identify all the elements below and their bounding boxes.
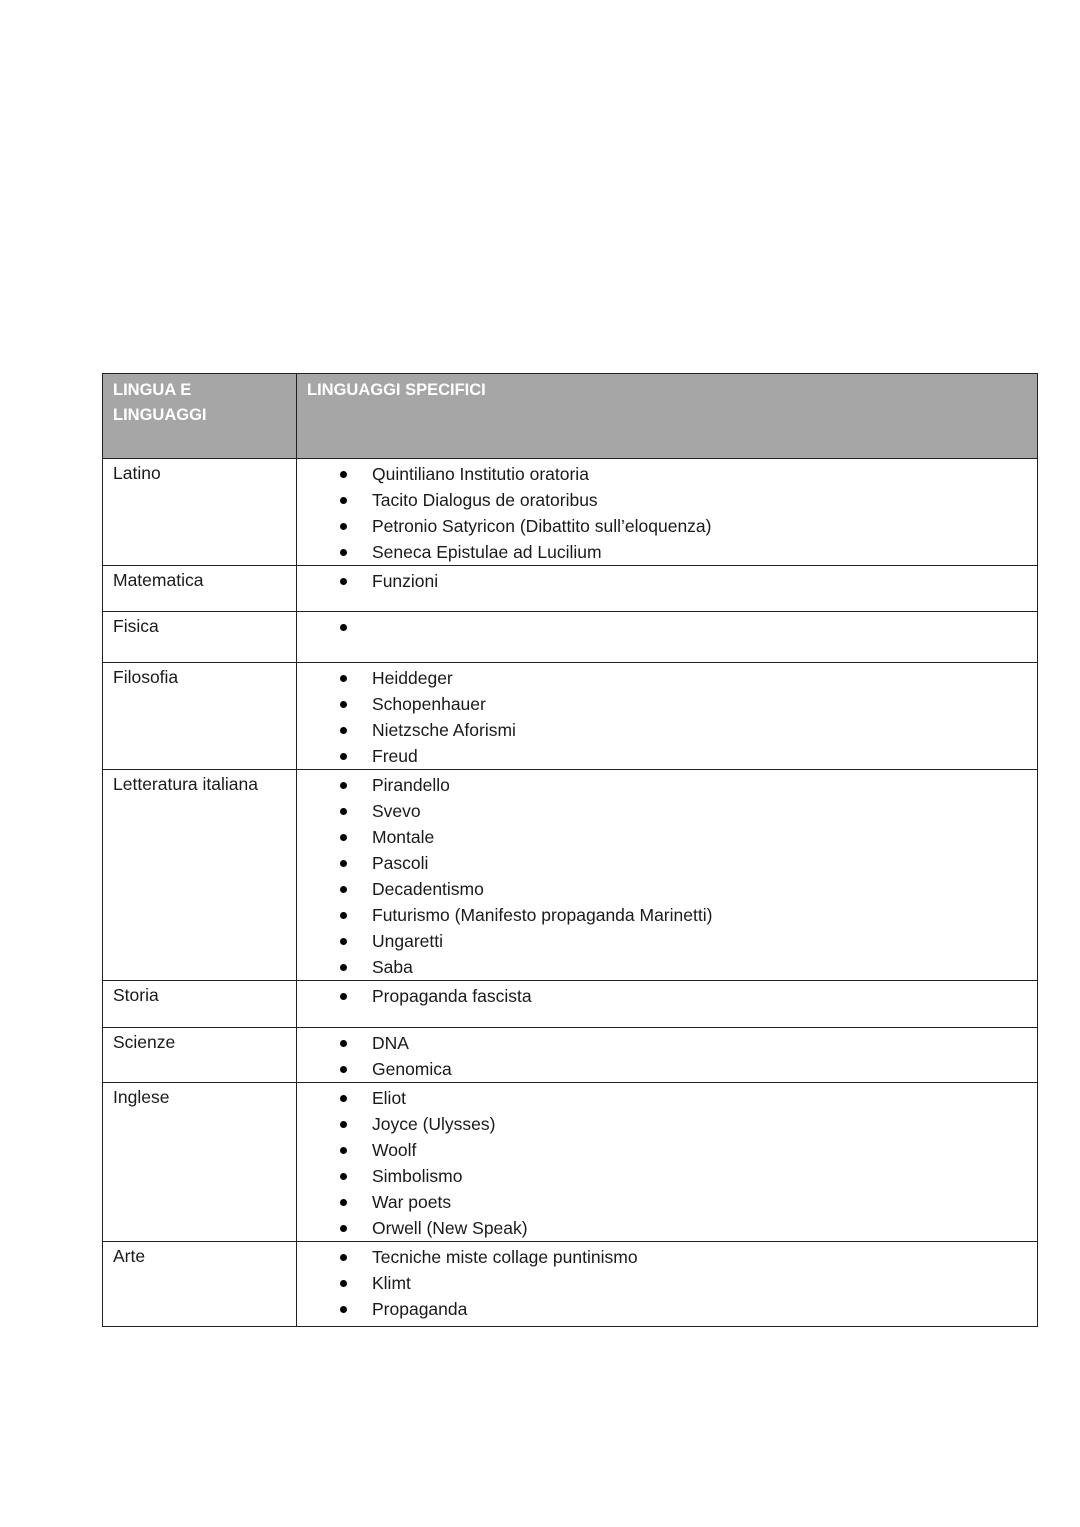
bullet-icon [340, 1147, 347, 1154]
list-item [297, 487, 1037, 513]
bullet-icon [340, 1225, 347, 1232]
table-row [103, 612, 1038, 663]
list-item [297, 1244, 1037, 1270]
subject-label: Filosofia [113, 667, 179, 687]
topic-label: Heiddeger [372, 668, 453, 688]
list-item [297, 461, 1037, 487]
topic-label: Petronio Satyricon (Dibattito sull’eloquenza) [372, 516, 712, 536]
topics-cell [297, 1028, 1038, 1083]
header-topics-label: LINGUAGGI SPECIFICI [307, 381, 486, 399]
list-item [297, 539, 1037, 565]
bullet-icon [340, 727, 347, 734]
list-item [297, 902, 1037, 928]
list-item [297, 1085, 1037, 1111]
list-item [297, 665, 1037, 691]
topic-label: Pirandello [372, 775, 450, 795]
subjects-table [102, 373, 1038, 1327]
topic-label: Genomica [372, 1059, 452, 1079]
topics-cell [297, 1083, 1038, 1242]
topics-cell [297, 612, 1038, 663]
topics-list [297, 612, 1037, 640]
bullet-icon [340, 471, 347, 478]
subject-label: Letteratura italiana [113, 774, 258, 794]
list-item [297, 1296, 1037, 1322]
subject-cell [103, 566, 297, 612]
bullet-icon [340, 1095, 347, 1102]
bullet-icon [340, 1306, 347, 1313]
subject-label: Fisica [113, 616, 159, 636]
list-item [297, 614, 1037, 640]
subject-cell [103, 459, 297, 566]
topic-label: Montale [372, 827, 435, 847]
subject-cell [103, 1028, 297, 1083]
list-item [297, 1111, 1037, 1137]
table-row [103, 459, 1038, 566]
bullet-icon [340, 497, 347, 504]
list-item [297, 1215, 1037, 1241]
topic-label: War poets [372, 1192, 452, 1212]
bullet-icon [340, 1280, 347, 1287]
bullet-icon [340, 912, 347, 919]
topic-label: Funzioni [372, 571, 439, 591]
bullet-icon [340, 964, 347, 971]
subject-cell [103, 612, 297, 663]
topics-list [297, 1083, 1037, 1241]
table-row [103, 1083, 1038, 1242]
subject-cell [103, 663, 297, 770]
subject-cell [103, 1083, 297, 1242]
topic-label: Woolf [372, 1140, 417, 1160]
list-item [297, 1189, 1037, 1215]
list-item [297, 1056, 1037, 1082]
table-row [103, 566, 1038, 612]
bullet-icon [340, 1121, 347, 1128]
topic-label: Eliot [372, 1088, 407, 1108]
topic-label: Propaganda fascista [372, 986, 532, 1006]
topic-label: Quintiliano Institutio oratoria [372, 464, 589, 484]
subject-cell [103, 1242, 297, 1327]
topic-label: Pascoli [372, 853, 429, 873]
topic-label: Joyce (Ulysses) [372, 1114, 496, 1134]
topic-label: Seneca Epistulae ad Lucilium [372, 542, 602, 562]
bullet-icon [340, 1040, 347, 1047]
bullet-icon [340, 938, 347, 945]
topic-label: Ungaretti [372, 931, 444, 951]
table-row [103, 1028, 1038, 1083]
table-row [103, 1242, 1038, 1327]
topics-cell [297, 770, 1038, 981]
bullet-icon [340, 701, 347, 708]
bullet-icon [340, 993, 347, 1000]
topic-label: Orwell (New Speak) [372, 1218, 528, 1238]
list-item [297, 983, 1037, 1009]
topic-label: Futurismo (Manifesto propaganda Marinetti) [372, 905, 713, 925]
topics-cell [297, 663, 1038, 770]
bullet-icon [340, 1199, 347, 1206]
bullet-icon [340, 808, 347, 815]
bullet-icon [340, 886, 347, 893]
list-item [297, 850, 1037, 876]
header-subject [103, 374, 297, 459]
subject-label: Latino [113, 463, 161, 483]
list-item [297, 743, 1037, 769]
subject-label: Storia [113, 985, 159, 1005]
bullet-icon [340, 523, 347, 530]
topic-label: Schopenhauer [372, 694, 486, 714]
topics-cell [297, 981, 1038, 1028]
list-item [297, 772, 1037, 798]
table-row [103, 663, 1038, 770]
topics-list [297, 566, 1037, 594]
topics-cell [297, 1242, 1038, 1327]
table-row [103, 770, 1038, 981]
subject-label: Inglese [113, 1087, 170, 1107]
subject-cell [103, 770, 297, 981]
header-subject-label: LINGUA E LINGUAGGI [113, 381, 207, 424]
list-item [297, 1137, 1037, 1163]
bullet-icon [340, 1066, 347, 1073]
list-item [297, 1163, 1037, 1189]
topics-cell [297, 566, 1038, 612]
table-body [103, 459, 1038, 1327]
topic-label: DNA [372, 1033, 409, 1053]
list-item [297, 717, 1037, 743]
topics-list [297, 1242, 1037, 1322]
bullet-icon [340, 782, 347, 789]
topic-label: Propaganda [372, 1299, 468, 1319]
bullet-icon [340, 578, 347, 585]
topic-label: Tacito Dialogus de oratoribus [372, 490, 598, 510]
list-item [297, 798, 1037, 824]
bullet-icon [340, 1254, 347, 1261]
bullet-icon [340, 1173, 347, 1180]
list-item [297, 954, 1037, 980]
table-header-row [103, 374, 1038, 459]
table-row [103, 981, 1038, 1028]
subject-label: Arte [113, 1246, 146, 1266]
bullet-icon [340, 675, 347, 682]
bullet-icon [340, 860, 347, 867]
list-item [297, 1270, 1037, 1296]
topic-label: Decadentismo [372, 879, 484, 899]
bullet-icon [340, 834, 347, 841]
bullet-icon [340, 549, 347, 556]
list-item [297, 1030, 1037, 1056]
list-item [297, 691, 1037, 717]
topic-label: Freud [372, 746, 418, 766]
bullet-icon [340, 753, 347, 760]
topic-label: Simbolismo [372, 1166, 463, 1186]
bullet-icon [340, 624, 347, 631]
topics-list [297, 981, 1037, 1009]
list-item [297, 824, 1037, 850]
list-item [297, 876, 1037, 902]
topics-list [297, 770, 1037, 980]
subject-cell [103, 981, 297, 1028]
list-item [297, 928, 1037, 954]
subject-label: Matematica [113, 570, 204, 590]
topics-cell [297, 459, 1038, 566]
topics-list [297, 1028, 1037, 1082]
subject-label: Scienze [113, 1032, 176, 1052]
topic-label: Svevo [372, 801, 421, 821]
topic-label: Nietzsche Aforismi [372, 720, 516, 740]
list-item [297, 568, 1037, 594]
topics-list [297, 459, 1037, 565]
header-topics [297, 374, 1038, 459]
topic-label: Klimt [372, 1273, 411, 1293]
topics-list [297, 663, 1037, 769]
list-item [297, 513, 1037, 539]
topic-label: Tecniche miste collage puntinismo [372, 1247, 638, 1267]
topic-label: Saba [372, 957, 413, 977]
